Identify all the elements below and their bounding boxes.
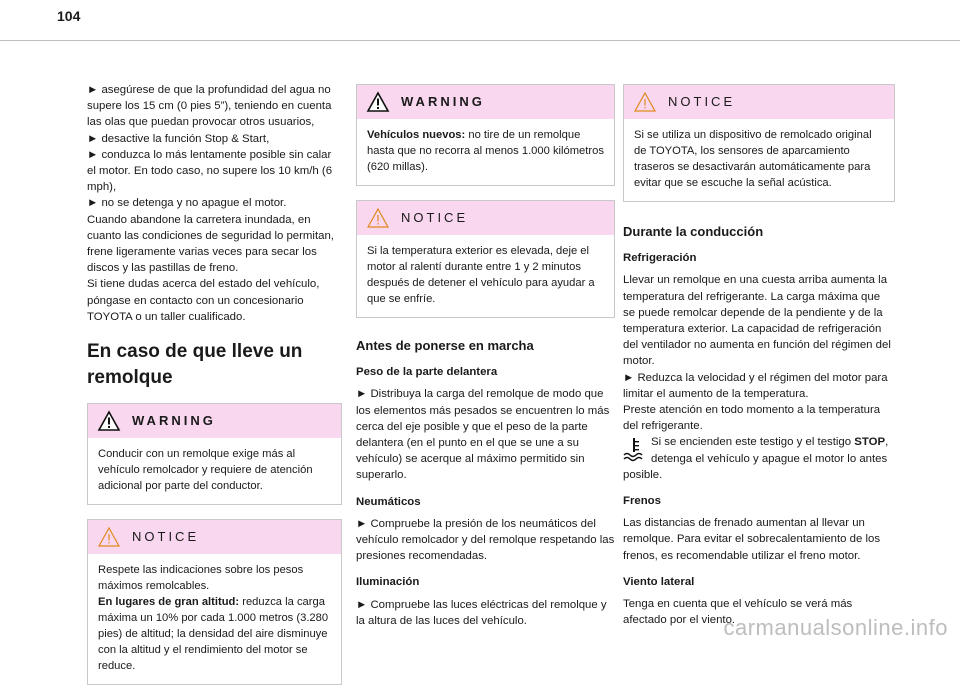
notice-text: Respete las indicaciones sobre los pesos máximos remolcables. <box>98 564 304 593</box>
warning-text: no tire de un remolque hasta que no recorra al menos 1.000 kilómetros (620 millas). <box>367 129 604 173</box>
paragraph-text: , detenga el vehículo y apague el motor lo antes posible. <box>623 436 889 481</box>
paragraph: ► Reduzca la velocidad y el régimen del motor para limitar el aumento de la temperatura. <box>623 371 888 400</box>
text-line: ► asegúrese de que la profundidad del agua no supere los 15 cm (0 pies 5”), teniendo en cuenta las olas que puedan provocar otros usuarios, <box>87 84 332 129</box>
notice-label: NOTICE <box>132 528 200 544</box>
page-number: 104 <box>57 8 81 24</box>
notice-triangle-icon <box>634 92 656 112</box>
warning-box <box>356 84 615 186</box>
warning-label: WARNING <box>132 412 216 428</box>
notice-header <box>357 201 614 235</box>
subsection-title: Viento lateral <box>623 575 695 588</box>
stop-label: STOP <box>854 436 886 449</box>
notice-text: Si se utiliza un dispositivo de remolcado original de TOYOTA, los sensores de aparcamiento traseros se desactivarán automáticamente para evitar que se escuche la señal acústica. <box>634 129 872 189</box>
coolant-temperature-icon <box>623 436 645 462</box>
text-line: Si tiene dudas acerca del estado del vehículo, póngase en contacto con un concesionario TOYOTA o un taller cualificado. <box>87 278 320 323</box>
paragraph: Las distancias de frenado aumentan al llevar un remolque. Para evitar el sobrecalentamiento de los frenos, es recomendable utilizar el freno motor. <box>623 517 881 562</box>
header-divider <box>0 40 960 41</box>
subsection-title: Iluminación <box>356 576 420 589</box>
notice-header <box>624 85 894 119</box>
notice-label: NOTICE <box>401 209 469 225</box>
section-heading: Antes de ponerse en marcha <box>356 338 534 353</box>
subsection-title: Frenos <box>623 495 661 508</box>
notice-box <box>87 519 342 685</box>
notice-triangle-icon <box>98 527 120 547</box>
warning-header <box>357 85 614 119</box>
subsection-title: Peso de la parte delantera <box>356 366 498 379</box>
paragraph: ► Distribuya la carga del remolque de modo que los elementos más pesados se encuentren lo más cerca del eje posible y que el peso de la parte delantera (en el punto en el que se une a su vehículo) se acerque al máximo permitido sin superarlo. <box>356 388 610 482</box>
warning-bold-text: Vehículos nuevos: <box>367 129 466 141</box>
subsection-title: Refrigeración <box>623 252 697 265</box>
warning-triangle-icon <box>367 92 389 112</box>
text-line: ► desactive la función Stop & Start, <box>87 132 270 145</box>
paragraph: Preste atención en todo momento a la temperatura del refrigerante. <box>623 404 881 433</box>
column-right <box>623 84 895 628</box>
notice-body <box>88 554 341 684</box>
warning-label: WARNING <box>401 93 485 109</box>
section-heading: Durante la conducción <box>623 224 764 239</box>
warning-triangle-icon <box>98 411 120 431</box>
column-left <box>87 82 342 699</box>
watermark: carmanualsonline.info <box>723 615 948 640</box>
notice-box <box>356 200 615 318</box>
paragraph-with-icon <box>623 434 895 483</box>
paragraph: ► Compruebe la presión de los neumáticos del vehículo remolcador y del remolque respetando las presiones recomendadas. <box>356 517 615 563</box>
warning-text: Conducir con un remolque exige más al vehículo remolcador y requiere de atención adicional por parte del conductor. <box>98 448 313 493</box>
paragraph: Llevar un remolque en una cuesta arriba aumenta la temperatura del refrigerante. La carga máxima que se puede remolcar depende de la pendiente y de la temperatura exterior. La capacidad de refrigeración del ventilador no aumenta en función del régimen del motor. <box>623 274 891 368</box>
notice-label: NOTICE <box>668 93 736 109</box>
notice-box <box>623 84 895 202</box>
notice-bold-text: En lugares de gran altitud: <box>98 596 240 609</box>
notice-text: reduzca la carga máxima un 10% por cada 1.000 metros (3.280 pies) de altitud; la densidad del aire disminuye con la altitud y el rendimiento del motor se reduce. <box>98 596 329 673</box>
notice-header <box>88 520 341 554</box>
paragraph-text: Si se encienden este testigo y el testigo <box>651 436 855 449</box>
warning-header <box>88 404 341 438</box>
warning-box <box>87 403 342 505</box>
text-line: Cuando abandone la carretera inundada, en cuanto las condiciones de seguridad lo permitan, frene ligeramente varias veces para secar los discos y las pastillas de freno. <box>87 213 334 275</box>
paragraph: ► Compruebe las luces eléctricas del remolque y la altura de las luces del vehículo. <box>356 598 607 627</box>
text-line: ► no se detenga y no apague el motor. <box>87 197 287 210</box>
column-middle <box>356 84 615 629</box>
notice-triangle-icon <box>367 208 389 228</box>
subsection-title: Neumáticos <box>356 495 421 508</box>
section-title: En caso de que lleve un remolque <box>87 341 303 389</box>
paragraph: Tenga en cuenta que el vehículo se verá más afectado por el viento. <box>623 598 853 627</box>
text-line: ► conduzca lo más lentamente posible sin calar el motor. En todo caso, no supere los 10 km/h (6 mph), <box>87 148 333 194</box>
notice-text: Si la temperatura exterior es elevada, deje el motor al ralentí durante entre 1 y 2 minutos después de detener el vehículo para ayudar a que se enfríe. <box>367 245 595 305</box>
warning-body <box>357 119 614 185</box>
